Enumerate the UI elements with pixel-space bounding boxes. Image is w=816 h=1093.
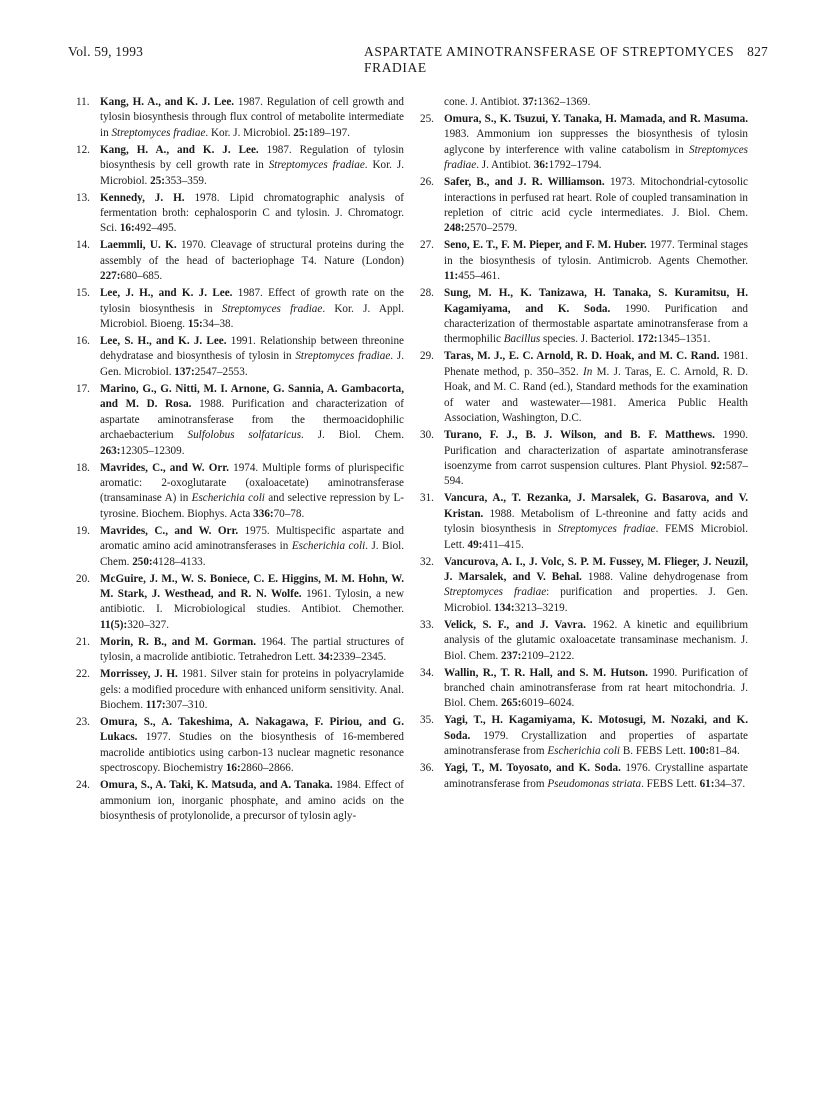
reference-italic: Escherichia coli [547,745,621,758]
reference-authors-or-volume: Yagi, T., H. Kagamiyama, K. Motosugi, M. Nozaki, and K. Soda. [444,714,748,742]
reference-entry [76,334,404,380]
reference-number: 21. [76,635,90,648]
reference-authors-or-volume: 100: [688,745,710,758]
reference-entry [420,713,748,759]
reference-authors-or-volume: 248: [444,222,465,235]
reference-text: . Kor. J. Microbiol. [100,159,404,187]
reference-text: 455–461. [458,270,501,283]
references-column-right [76,95,404,826]
reference-authors-or-volume: 137: [174,365,195,378]
reference-text: 353–359. [165,174,207,187]
reference-authors-or-volume: 11: [444,270,459,283]
reference-text: 1964. The partial structures of tylosin, a macrolide antibiotic. Tetrahedron Lett. [100,635,404,664]
reference-entry [420,175,748,237]
reference-entry [420,112,748,174]
reference-italic: In [583,365,593,378]
reference-authors-or-volume: 263: [100,444,121,457]
reference-italic: Escherichia coli [191,492,265,505]
reference-text: 1362–1369. [537,96,591,108]
reference-number: 33. [420,618,434,631]
reference-authors-or-volume: Lee, S. H., and K. J. Lee. [100,335,227,348]
reference-authors-or-volume: 25: [150,174,165,187]
reference-authors-or-volume: Morrissey, J. H. [100,668,178,681]
reference-entry [76,143,404,189]
reference-text: 2339–2345. [333,651,387,664]
reference-authors-or-volume: Vancura, A., T. Rezanka, J. Marsalek, G. Basarova, and V. Kristan. [444,492,748,520]
reference-authors-or-volume: Yagi, T., M. Toyosato, and K. Soda. [444,762,621,775]
reference-text: 1345–1351. [657,333,711,346]
reference-text: 1990. Purification and characterization of thermostable aspartate aminotransferase from a thermophilic [444,302,748,346]
reference-authors-or-volume: Lee, J. H., and K. J. Lee. [100,287,233,300]
reference-text: 1983. Ammonium ion suppresses the biosynthesis of tylosin aglycone by interference with valine catabolism in [444,128,748,156]
reference-authors-or-volume: 172: [637,333,658,346]
reference-number: 15. [76,287,90,300]
reference-text: B. FEBS Lett. [620,745,689,758]
page-number: 827 [747,44,768,59]
reference-text: 1987. Effect of growth rate on the tylosin biosynthesis in [100,287,405,315]
reference-number: 35. [420,714,434,727]
reference-number: 19. [76,524,90,537]
reference-text: 1987. Regulation of tylosin biosynthesis by cell growth rate in [100,143,404,172]
reference-italic: Streptomyces fradiae [444,143,748,172]
reference-authors-or-volume: Marino, G., G. Nitti, M. I. Arnone, G. Sannia, A. Gambacorta, and M. D. Rosa. [100,382,404,411]
reference-entry [76,524,404,570]
reference-number: 27. [420,239,434,252]
reference-authors-or-volume: Kennedy, J. H. [100,191,185,204]
reference-authors-or-volume: 34: [318,651,334,664]
reference-text: . J. Antibiot. [476,159,534,172]
reference-italic: Pseudomonas striata [547,777,642,790]
reference-authors-or-volume: 117: [145,698,166,711]
reference-text: and selective repression by L-tyrosine. Biochem. Biophys. Acta [100,492,404,520]
reference-number: 25. [420,113,434,125]
reference-authors-or-volume: 237: [500,649,522,662]
reference-number: 36. [420,762,434,775]
reference-entry [76,191,404,237]
reference-authors-or-volume: 25: [293,126,309,139]
reference-number: 20. [76,572,90,585]
reference-text: 1792–1794. [548,159,602,172]
reference-text: 70–78. [273,507,305,520]
reference-authors-or-volume: Omura, S., A. Taki, K. Matsuda, and A. Tanaka. [100,779,333,792]
reference-number: 23. [76,715,90,728]
reference-entry [420,286,748,348]
reference-number: 13. [76,191,90,204]
reference-authors-or-volume: Seno, E. T., F. M. Pieper, and F. M. Huber. [444,239,647,252]
reference-number: 31. [420,492,434,505]
reference-text: 12305–12309. [120,444,185,457]
reference-authors-or-volume: 250: [132,555,153,568]
reference-authors-or-volume: 49: [467,538,483,551]
reference-authors-or-volume: 11(5): [100,618,128,631]
reference-entry [76,382,404,459]
reference-entry [76,286,404,332]
reference-authors-or-volume: 265: [500,697,522,710]
reference-authors-or-volume: Kang, H. A., and K. J. Lee. [100,96,235,108]
reference-number: 30. [420,429,434,442]
reference-entry [76,715,404,777]
reference-text: 2860–2866. [240,762,294,775]
reference-text: : purification and properties. J. Gen. Microbiol. [444,586,748,614]
reference-text: 34–38. [202,318,234,331]
reference-text: 1984. Effect of ammonium ion, inorganic phosphate, and amino acids on the biosynthesis of protylonolide, a precursor of tylosin agly- [100,779,404,822]
reference-authors-or-volume: Mavrides, C., and W. Orr. [100,461,230,474]
reference-text: . J. Biol. Chem. [100,540,405,568]
reference-authors-or-volume: Sung, M. H., K. Tanizawa, H. Tanaka, S. Kuramitsu, H. Kagamiyama, and K. Soda. [444,287,748,315]
reference-text: M. J. Taras, E. C. Arnold, R. D. Hoak, and M. C. Rand (ed.), Standard methods for the examination of water and wastewater—1981. America Public Health Association, Washington, D.C. [444,365,748,425]
reference-text: . Kor. J. Microbiol. [205,126,294,139]
reference-text: 2547–2553. [194,365,248,378]
reference-entry [76,95,404,141]
reference-italic: Sulfolobus solfataricus [187,429,302,442]
reference-authors-or-volume: Laemmli, U. K. [100,239,177,252]
reference-text: 1970. Cleavage of structural proteins during the assembly of the head of bacteriophage T4. Nature (London) [100,239,404,267]
reference-number: 16. [76,335,90,348]
reference-text: 1975. Multispecific aspartate and aromatic amino acid aminotransferases in [100,524,404,553]
reference-number: 11. [76,96,90,108]
reference-text: 6019–6024. [521,697,575,710]
reference-text: 1978. Lipid chromatographic analysis of fermentation broth: cephalosporin C and tylosin. J. Chromatogr. Sci. [100,191,405,235]
reference-entry [420,618,748,664]
reference-text: 1974. Multiple forms of plurispecific aromatic: 2-oxoglutarate (oxaloacetate) aminotransferase (transaminase A) in [100,461,404,505]
reference-italic: Escherichia coli [291,540,366,553]
reference-entry [76,635,404,666]
reference-number: 26. [420,176,434,189]
reference-number: 32. [420,555,434,568]
reference-authors-or-volume: Omura, S., A. Takeshima, A. Nakagawa, F. Piriou, and G. Lukacs. [100,715,404,744]
reference-entry [420,349,748,426]
reference-authors-or-volume: Kang, H. A., and K. J. Lee. [100,143,259,156]
reference-text: 1988. Metabolism of L-threonine and fatty acids and tylosin biosynthesis in [444,507,748,536]
reference-text: cone. J. Antibiot. [444,96,523,108]
reference-text: 4128–4133. [152,555,206,568]
reference-text: 587–594. [444,459,748,488]
reference-text: 680–685. [120,270,163,283]
reference-authors-or-volume: Vancurova, A. I., J. Volc, S. P. M. Fussey, M. Flieger, J. Neuzil, J. Marsalek, and V. Behal. [444,555,748,583]
reference-authors-or-volume: 61: [699,777,715,790]
reference-authors-or-volume: Mavrides, C., and W. Orr. [100,524,239,537]
reference-text: 1976. Crystalline aspartate aminotransferase from [444,762,748,790]
reference-entry [420,555,748,617]
reference-italic: Streptomyces fradiae [295,350,391,363]
reference-authors-or-volume: Safer, B., and J. R. Williamson. [444,176,605,189]
reference-text: 307–310. [165,698,208,711]
reference-italic: Streptomyces fradiae [444,586,547,599]
reference-text: 1991. Relationship between threonine dehydratase and biosynthesis of tylosin in [100,335,404,363]
reference-entry [76,667,404,713]
reference-text: 1977. Studies on the biosynthesis of 16-membered macrolide antibiotics using carbon-13 nuclear magnetic resonance spectroscopy. Biochemistry [100,731,404,775]
reference-text: 1977. Terminal stages in the biosynthesis of tylosin. Antimicrob. Agents Chemother. [444,239,749,267]
reference-text: . J. Gen. Microbiol. [100,350,404,378]
reference-text: 2109–2122. [521,649,575,662]
reference-italic: Streptomyces fradiae [221,302,323,315]
reference-italic: Streptomyces fradiae [557,523,656,536]
reference-authors-or-volume: Velick, S. F., and J. Vavra. [444,618,586,631]
reference-authors-or-volume: Morin, R. B., and M. Gorman. [100,635,256,648]
reference-number: 17. [76,382,90,395]
references-column-left [420,95,748,794]
reference-authors-or-volume: Turano, F. J., B. J. Wilson, and B. F. Matthews. [444,429,715,442]
reference-text: 1981. Silver stain for proteins in polyacrylamide gels: a modified procedure with enhanced uniform sensitivity. Anal. Biochem. [100,668,404,711]
reference-text: 1979. Crystallization and properties of aspartate aminotransferase from [444,729,748,758]
reference-number: 34. [420,666,434,679]
reference-entry [420,238,748,284]
reference-italic: Bacillus [503,333,541,346]
reference-text: 3213–3219. [514,601,568,614]
journal-volume: Vol. 59, 1993 [68,44,144,59]
reference-text: 189–197. [308,126,350,139]
reference-entry [420,491,748,553]
reference-authors-or-volume: 16: [119,222,135,235]
reference-authors-or-volume: 227: [100,270,121,283]
reference-number: 24. [76,779,90,792]
reference-text: 1987. Regulation of cell growth and tylosin biosynthesis through flux control of metabolite intermediate in [100,96,404,139]
reference-entry [420,761,748,792]
reference-text: 1990. Purification and characterization of aspartate aminotransferase isoenzyme from carrot suspension cultures. Plant Physiol. [444,429,749,472]
reference-italic: Streptomyces fradiae [268,159,365,172]
reference-text: 411–415. [482,538,524,551]
reference-entry [420,428,748,490]
reference-text: 1981. Phenate method, p. 350–352. [444,350,749,378]
reference-text: species. J. Bacteriol. [540,333,638,346]
reference-authors-or-volume: McGuire, J. M., W. S. Boniece, C. E. Higgins, M. M. Hohn, W. M. Stark, J. Westhead, and R. N. Wolfe. [100,572,404,600]
reference-entry [420,666,748,712]
reference-authors-or-volume: 16: [225,762,241,775]
reference-authors-or-volume: 134: [494,601,515,614]
reference-entry [76,238,404,284]
reference-text: . FEMS Microbiol. Lett. [444,523,748,551]
reference-authors-or-volume: 36: [533,159,549,172]
reference-text: 1988. Valine dehydrogenase from [581,570,748,583]
reference-entry [420,95,748,110]
reference-text: 1962. A kinetic and equilibrium analysis of the glutamic oxaloacetate transaminase mechanism. J. Biol. Chem. [444,618,748,662]
reference-number: 14. [76,239,90,252]
reference-authors-or-volume: 92: [710,459,726,472]
reference-italic: Streptomyces fradiae [111,126,206,139]
running-title: ASPARTATE AMINOTRANSFERASE OF STREPTOMYCES FRADIAE [364,44,735,75]
reference-number: 18. [76,461,90,474]
reference-authors-or-volume: 336: [253,507,274,520]
reference-text: 1973. Mitochondrial-cytosolic interactions in perfused rat heart. Role of coupled transamination in repletion of citric acid cycle intermediates. J. Biol. Chem. [444,176,748,220]
reference-authors-or-volume: Wallin, R., T. R. Hall, and S. M. Hutson. [444,666,648,679]
page-header [68,44,768,75]
reference-text: 1990. Purification of branched chain aminotransferase from rat heart mitochondria. J. Biol. Chem. [444,666,748,710]
reference-text: . Kor. J. Appl. Microbiol. Bioeng. [100,302,404,331]
reference-text: 492–495. [134,222,177,235]
reference-authors-or-volume: Omura, S., K. Tsuzui, Y. Tanaka, H. Mamada, and R. Masuma. [444,113,748,125]
reference-entry [76,572,404,634]
reference-text: . J. Biol. Chem. [301,429,404,442]
reference-text: 34–37. [714,777,746,790]
reference-authors-or-volume: 37: [522,96,538,108]
reference-text: 1988. Purification and characterization of aspartate aminotransferase from the thermoacidophilic archaebacterium [100,398,404,442]
reference-number: 22. [76,668,90,681]
reference-number: 29. [420,350,434,363]
reference-authors-or-volume: 15: [187,318,203,331]
reference-text: 2570–2579. [464,222,518,235]
reference-authors-or-volume: Taras, M. J., E. C. Arnold, R. D. Hoak, and M. C. Rand. [444,350,720,363]
reference-text: 1961. Tylosin, a new antibiotic. I. Microbiological studies. Antibiot. Chemother. [100,587,404,616]
reference-number: 12. [76,143,90,156]
reference-entry [76,778,404,824]
reference-text: 320–327. [127,618,170,631]
reference-text: 81–84. [709,745,740,758]
reference-text: . FEBS Lett. [641,777,700,790]
reference-number: 28. [420,287,434,300]
reference-entry [76,461,404,523]
